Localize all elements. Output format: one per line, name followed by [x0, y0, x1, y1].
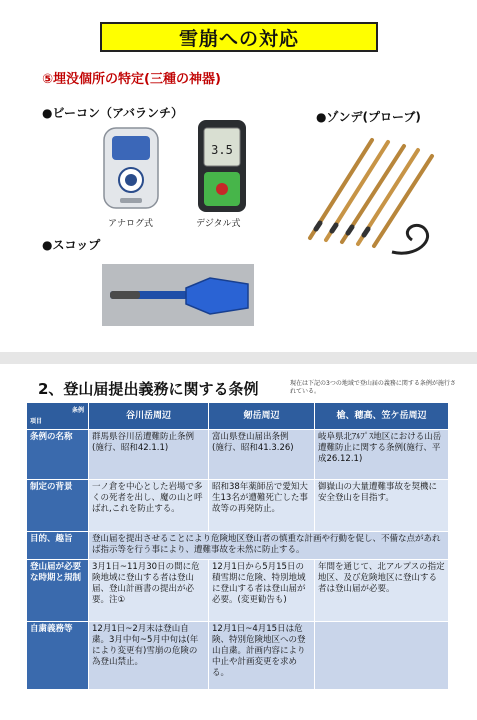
digital-caption: デジタル式	[196, 219, 241, 229]
corner-cell	[27, 403, 89, 430]
digital-beacon-image	[196, 118, 248, 214]
table-cell: 12月1日から5月15日の積雪期に危険、特別地域に登山する者は登山届が必要。(変更勧告も)	[209, 560, 315, 622]
table-cell: 12月1日~4月15日は危険、特別危険地区への登山自粛。計画内容により中止や計画変更を求める。	[209, 622, 315, 690]
probe-label: ●ゾンデ(プローブ)	[316, 110, 421, 124]
table-cell	[315, 622, 449, 690]
table-row	[27, 532, 449, 560]
table-cell: 昭和38年薬師岳で愛知大生13名が遭難死亡した事故等の再発防止。	[209, 480, 315, 532]
table-cell: 12月1日~2月末は登山自粛。3月中旬~5月中旬は(年により変更有)雪崩の危険の為登山禁止。	[89, 622, 209, 690]
row-label: 登山届が必要な時期と規制	[27, 560, 89, 622]
table-row	[27, 622, 449, 690]
slide-climbing-notification	[0, 364, 477, 720]
corner-bottom-label: 項目	[30, 418, 43, 425]
column-header: 剱岳周辺	[209, 403, 315, 430]
digital-display-text: 3.5	[211, 143, 233, 157]
table-cell-merged: 登山届を提出させることにより危険地区登山者の慎重な計画や行動を促し、不備な点があれば指示等を行う事により、遭難事故を未然に防止する。	[89, 532, 449, 560]
probe-image	[296, 128, 446, 258]
table-cell: 3月1日~11月30日の間に危険地域に登山する者は登山届、登山計画書の提出が必要。注①	[89, 560, 209, 622]
row-label: 制定の背景	[27, 480, 89, 532]
row-label: 自粛義務等	[27, 622, 89, 690]
table-cell: 群馬県谷川岳遭難防止条例 (施行、昭和42.1.1)	[89, 430, 209, 480]
analog-caption: アナログ式	[108, 219, 154, 229]
column-header: 槍、穂高、笠ケ岳周辺	[315, 403, 449, 430]
slide-avalanche	[0, 0, 477, 352]
shovel-image	[102, 264, 254, 326]
table-row	[27, 560, 449, 622]
corner-top-label: 条例	[71, 407, 84, 414]
table-cell: 岐阜県北ｱﾙﾌﾟｽ地区における山岳遭難防止に関する条例(施行、平成26.12.1)	[315, 430, 449, 480]
table-cell: 一ノ倉を中心とした岩場で多くの死者を出し、魔の山と呼ばれ,これを防止する。	[89, 480, 209, 532]
slide-divider	[0, 352, 477, 364]
shovel-label: ●スコップ	[42, 238, 101, 252]
row-label: 条例の名称	[27, 430, 89, 480]
analog-beacon-image	[100, 124, 162, 212]
slide-title: 雪崩への対応	[100, 22, 378, 52]
table-cell: 富山県登山届出条例 (施行、昭和41.3.26)	[209, 430, 315, 480]
table-cell: 御嶽山の大量遭難事故を契機に安全登山を目指す。	[315, 480, 449, 532]
ordinance-table	[26, 402, 449, 690]
row-label: 目的、趣旨	[27, 532, 89, 560]
slide2-title: 2、登山届提出義務に関する条例	[38, 380, 259, 398]
column-header: 谷川岳周辺	[89, 403, 209, 430]
slide-subtitle: ⑤埋没個所の特定(三種の神器)	[42, 72, 221, 87]
slide2-note: 現在は下記の3つの地域で登山届の義務に関する条例が施行されている。	[290, 380, 456, 395]
beacon-label: ●ビーコン（アバランチ）	[42, 106, 184, 120]
table-cell: 年間を通じて、北アルプスの指定地区、及び危険地区に登山する者は登山届が必要。	[315, 560, 449, 622]
table-row	[27, 480, 449, 532]
table-header-row	[27, 403, 449, 430]
table-row	[27, 430, 449, 480]
